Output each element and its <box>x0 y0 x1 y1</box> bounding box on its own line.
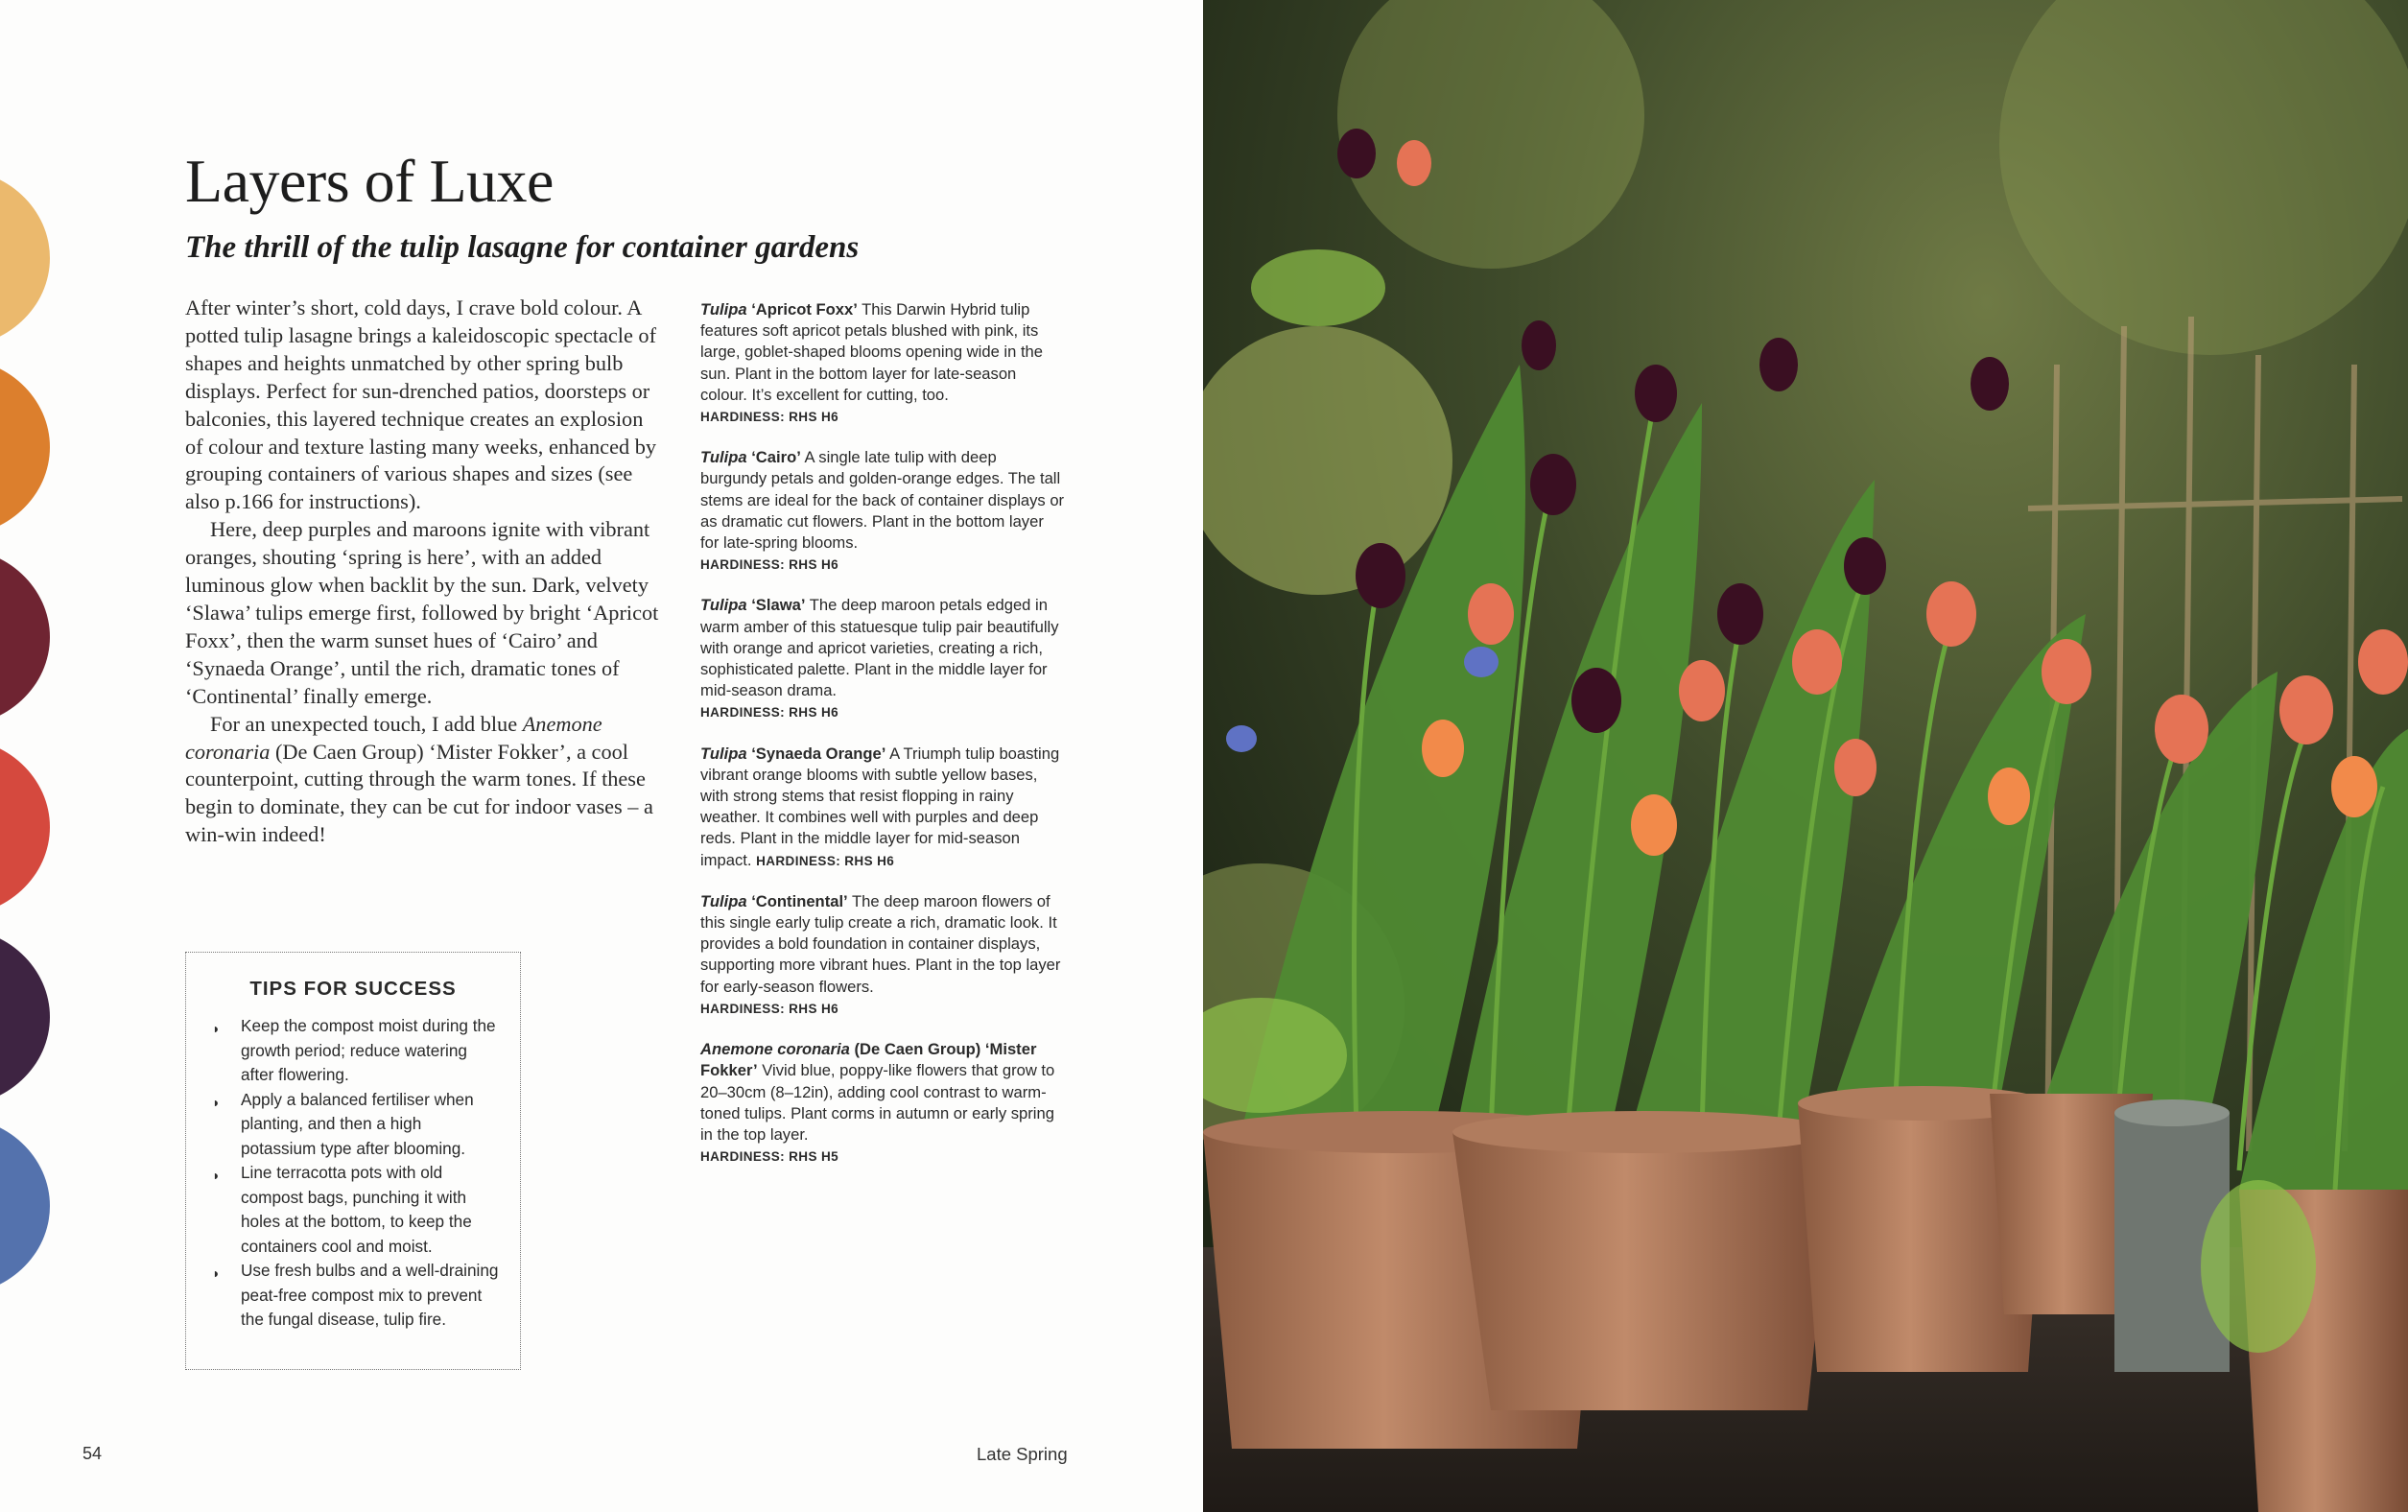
page-title: Layers of Luxe <box>185 147 554 215</box>
variety-entry <box>700 299 1065 428</box>
variety-description: A single late tulip with deep burgundy petals and golden-orange edges. The tall stems are ideal for the back of container displays or as dramatic cut flowers. Plant in the bottom layer for late-spring blooms. <box>700 448 1065 553</box>
left-page <box>0 0 1203 1512</box>
tip-item: ◗ Apply a balanced fertiliser when planting, and then a high potassium type after blooming. <box>212 1089 474 1158</box>
palette-swatch-6 <box>0 1117 50 1295</box>
variety-name: Anemone coronaria (De Caen Group) ‘Mister Fokker’ <box>700 1040 1037 1080</box>
variety-hardiness: HARDINESS: RHS H6 <box>700 557 839 573</box>
bullet-icon: ◗ <box>212 1021 221 1036</box>
variety-hardiness: HARDINESS: RHS H6 <box>756 853 895 868</box>
intro-paragraph-2: Here, deep purples and maroons ignite with vibrant oranges, shouting ‘spring is here’, with an added luminous glow when backlit by the sun. Dark, velvety ‘Slawa’ tulips emerge first, followed by bright ‘Apricot Foxx’, then the warm sunset hues of ‘Cairo’ and ‘Synaeda Orange’, until the rich, dramatic tones of ‘Continental’ finally emerge. <box>185 517 659 708</box>
bullet-icon: ◗ <box>212 1168 221 1183</box>
variety-entry <box>700 447 1065 576</box>
variety-hardiness: HARDINESS: RHS H6 <box>700 410 839 425</box>
variety-entry <box>700 744 1065 872</box>
variety-name: Tulipa ‘Slawa’ <box>700 596 806 615</box>
tips-box <box>185 952 521 1370</box>
variety-description: The deep maroon flowers of this single early tulip create a rich, dramatic look. It provides a bold foundation in container displays, supporting more vibrant hues. Plant in the top layer for early-season flowers. <box>700 891 1061 996</box>
tips-heading: TIPS FOR SUCCESS <box>249 978 457 1000</box>
palette-swatch-4 <box>0 738 50 916</box>
intro-text <box>185 295 663 849</box>
variety-name: Tulipa ‘Apricot Foxx’ <box>700 300 858 319</box>
tips-list <box>186 1014 520 1333</box>
tulip-photo-illustration <box>1203 0 2408 1512</box>
palette-swatch-3 <box>0 548 50 726</box>
intro-p3-italic: Anemone coronaria <box>185 711 602 764</box>
running-footer-section: Late Spring <box>977 1444 1068 1464</box>
bullet-icon: ◗ <box>212 1265 221 1281</box>
variety-entry <box>700 1039 1065 1168</box>
tip-item: ◗ Use fresh bulbs and a well-draining peat-free compost mix to prevent the fungal disease, tulip fire. <box>212 1261 499 1329</box>
page-number: 54 <box>83 1444 103 1463</box>
tulip-photo <box>1203 0 2408 1512</box>
variety-name: Tulipa ‘Cairo’ <box>700 448 801 467</box>
palette-swatch-5 <box>0 928 50 1106</box>
variety-hardiness: HARDINESS: RHS H6 <box>700 705 839 721</box>
variety-hardiness: HARDINESS: RHS H5 <box>700 1149 839 1165</box>
variety-description: A Triumph tulip boasting vibrant orange blooms with subtle yellow bases, with strong stems that resist flopping in rainy weather. It combines well with purples and deep reds. Plant in the middle layer for mid-season impact. <box>700 744 1060 869</box>
tip-item: ◗ Keep the compost moist during the growth period; reduce watering after flowering. <box>212 1016 496 1084</box>
intro-p3-before: For an unexpected touch, I add blue <box>210 711 523 736</box>
intro-paragraph-1: After winter’s short, cold days, I crave bold colour. A potted tulip lasagne brings a kaleidoscopic spectacle of shapes and heights unmatched by other spring bulb displays. Perfect for sun-drenched patios, doorsteps or balconies, this layered technique creates an explosion of colour and texture lasting many weeks, enhanced by grouping containers of various shapes and sizes (see also p.166 for instructions). <box>185 295 656 514</box>
tip-item: ◗ Line terracotta pots with old compost bags, punching it with holes at the bottom, to keep the containers cool and moist. <box>212 1163 472 1256</box>
variety-hardiness: HARDINESS: RHS H6 <box>700 1001 839 1016</box>
palette-swatch-1 <box>0 169 50 347</box>
variety-entry <box>700 891 1065 1020</box>
palette-swatch-2 <box>0 358 50 536</box>
intro-p3-after: (De Caen Group) ‘Mister Fokker’, a cool counterpoint, cutting through the warm tones. If these begin to dominate, they can be cut for indoor vases – a win-win indeed! <box>185 739 653 847</box>
page-subtitle: The thrill of the tulip lasagne for container gardens <box>185 230 860 265</box>
variety-name: Tulipa ‘Synaeda Orange’ <box>700 744 886 763</box>
intro-paragraph-3 <box>185 711 663 850</box>
variety-description: The deep maroon petals edged in warm amber of this statuesque tulip pair beautifully with orange and apricot varieties, creating a rich, sophisticated palette. Plant in the middle layer for mid-season drama. <box>700 596 1059 700</box>
variety-entry <box>700 595 1065 723</box>
variety-description: Vivid blue, poppy-like flowers that grow to 20–30cm (8–12in), adding cool contrast to warm-toned tulips. Plant corms in autumn or early spring in the top layer. <box>700 1061 1055 1144</box>
variety-description: This Darwin Hybrid tulip features soft apricot petals blushed with pink, its large, goblet-shaped blooms opening wide in the sun. Plant in the bottom layer for late-season colour. It’s excellent for cutting, too. <box>700 300 1044 404</box>
variety-name: Tulipa ‘Continental’ <box>700 891 848 910</box>
variety-list <box>700 299 1065 1187</box>
bullet-icon: ◗ <box>212 1094 221 1110</box>
